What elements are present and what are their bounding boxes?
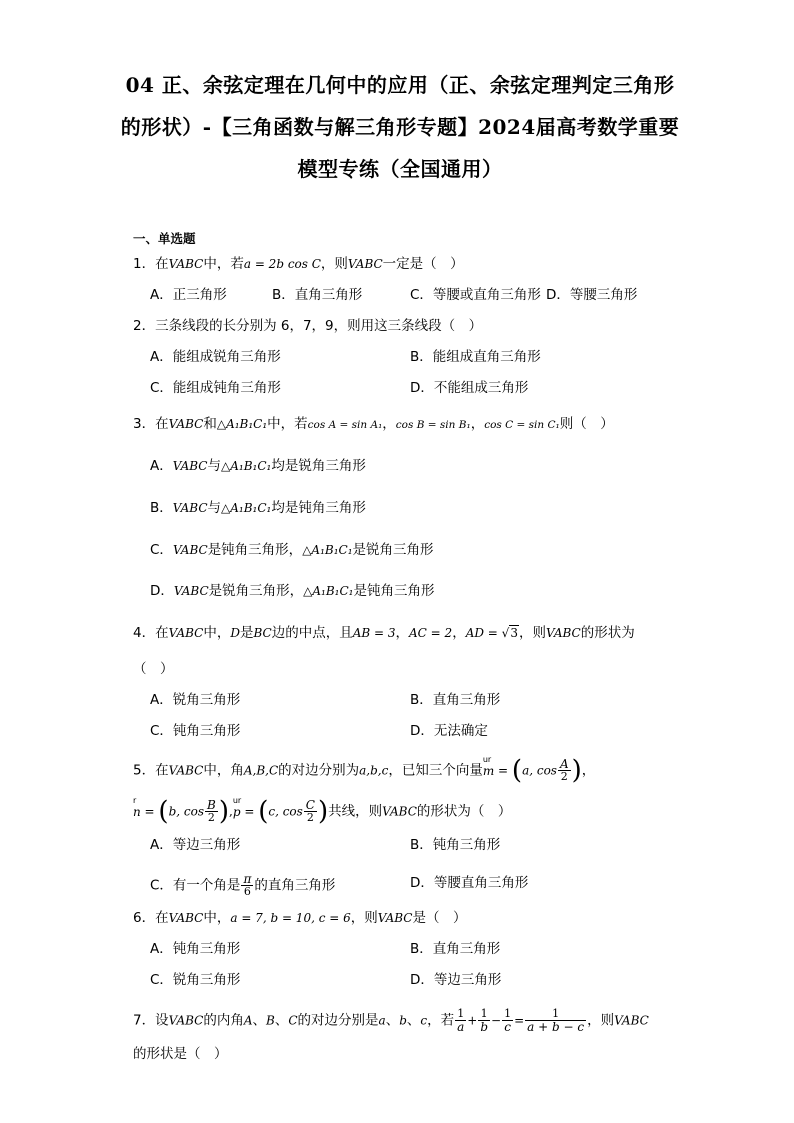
fraction-denominator: a (457, 1020, 465, 1034)
fraction-numerator: π (243, 872, 252, 886)
q1-option-b: B．直角三角形 (272, 287, 363, 303)
paren-close: ) (218, 796, 229, 827)
q3-option-c (150, 540, 434, 560)
fraction-numerator: 1 (504, 1007, 512, 1020)
q3-text: 中，若 (267, 416, 308, 432)
fraction-pi-over-6 (241, 873, 253, 898)
question-3 (133, 414, 614, 435)
fraction (205, 799, 218, 824)
q1-text: 中，若 (203, 256, 244, 272)
q1-triangle: VABC (347, 257, 383, 271)
section-heading: 一、单选题 (133, 231, 196, 246)
q7-angle: C (288, 1013, 298, 1028)
question-7 (133, 1008, 649, 1033)
paren-close: ) (571, 755, 582, 786)
vector-symbol: m (482, 763, 495, 778)
option-text: 的直角三角形 (254, 877, 336, 894)
q3-number: 3．在 (133, 416, 169, 432)
q7-side: b (399, 1013, 407, 1028)
q1-text: 一定是（ ） (382, 256, 464, 272)
q3-option-d (150, 581, 434, 601)
q3-text: 则（ ） (559, 416, 614, 432)
option-text: 均是锐角三角形 (271, 458, 366, 474)
q5-triangle: VABC (382, 804, 417, 819)
option-label: B． (150, 500, 173, 516)
question-1 (133, 254, 464, 274)
title-line-1: 04 正、余弦定理在几何中的应用（正、余弦定理判定三角形 (125, 73, 675, 97)
fraction-1-over-a (455, 1008, 466, 1033)
fraction-numerator: A (559, 757, 569, 771)
paren-open: ( (258, 796, 269, 827)
q4-segment: BC (253, 626, 272, 640)
vector-n-content: b, cos (168, 804, 204, 819)
q7-text: 的对边分别是 (297, 1012, 379, 1029)
vector-arrow: ur (232, 795, 242, 805)
title-line-2: 的形状）-【三角函数与解三角形专题】2024届高考数学重要 (120, 115, 680, 139)
question-5-line-2 (133, 795, 512, 827)
q7-sep: 、 (252, 1012, 267, 1029)
q3-sep: ， (470, 416, 485, 432)
q7-number: 7．设 (133, 1012, 169, 1029)
fraction (558, 758, 571, 783)
q5-option-a: A．等边三角形 (150, 837, 241, 853)
q6-option-d: D．等边三角形 (410, 972, 502, 988)
q4-text: 是 (239, 625, 254, 641)
q4-sep: ， (395, 625, 410, 641)
option-text: 是锐角三角形 (352, 542, 434, 558)
option-text: 是钝角三角形 (353, 583, 435, 599)
q4-text: 的形状为 (580, 625, 635, 641)
option-triangle-1: △A₁B₁C₁ (303, 584, 354, 598)
option-text: 与 (207, 458, 221, 474)
q2-option-b: B．能组成直角三角形 (410, 349, 541, 365)
q5-option-c (150, 873, 335, 898)
q6-text: 中， (203, 910, 231, 926)
q4-option-d: D．无法确定 (410, 723, 488, 739)
q6-option-c: C．锐角三角形 (150, 972, 241, 988)
q4-sep: ， (452, 625, 466, 641)
q4-triangle: VABC (545, 626, 581, 640)
q7-sep: 、 (274, 1012, 289, 1029)
fraction-numerator: 1 (478, 1008, 490, 1021)
q5-sep: ， (581, 762, 596, 779)
q5-text: ，已知三个向量 (388, 762, 483, 779)
fraction-numerator: C (305, 798, 315, 812)
question-2: 2．三条线段的长分别为 6，7，9，则用这三条线段（ ） (133, 318, 483, 334)
option-triangle-1: △A₁B₁C₁ (221, 501, 272, 515)
q7-text: ，若 (427, 1012, 455, 1029)
vector-symbol: p (232, 804, 241, 819)
q7-side: c (420, 1013, 428, 1028)
fraction-numerator: B (207, 798, 216, 812)
q3-triangle: VABC (168, 417, 204, 431)
equals-sign: = (140, 804, 159, 819)
q4-option-a: A．锐角三角形 (150, 692, 241, 708)
paren-open: ( (158, 796, 169, 827)
q5-text: 的对边分别为 (278, 762, 360, 779)
q1-number: 1．在 (133, 256, 169, 272)
q6-triangle: VABC (168, 911, 204, 925)
fraction-denominator: 2 (306, 811, 314, 824)
minus-sign: − (491, 1013, 502, 1028)
q4-formula-3: AD = (465, 626, 502, 640)
vector-arrow: r (133, 795, 137, 805)
q7-text: ，则 (587, 1012, 615, 1029)
q4-text: ，则 (518, 625, 546, 641)
option-text: 均是钝角三角形 (271, 500, 366, 516)
sqrt-symbol: √3 (501, 626, 518, 640)
q4-text: 边的中点，且 (271, 625, 353, 641)
sqrt-radicand: 3 (510, 626, 518, 640)
vector-n (133, 795, 141, 822)
equals-sign: = (494, 763, 512, 778)
comma: , (228, 804, 233, 819)
q5-text: 中，角 (203, 762, 244, 779)
q7-triangle: VABC (614, 1013, 649, 1028)
q7-side: a (378, 1013, 386, 1028)
q7-sep: 、 (406, 1012, 421, 1029)
vector-symbol: n (133, 804, 141, 819)
q1-option-d: D．等腰三角形 (546, 287, 638, 303)
document-title (120, 64, 680, 190)
q5-sides: a,b,c (359, 763, 389, 778)
q7-triangle: VABC (168, 1013, 204, 1028)
q5-number: 5．在 (133, 762, 169, 779)
q7-line-2: 的形状是（ ） (133, 1046, 228, 1062)
paren-open: ( (511, 755, 523, 786)
option-text: 是锐角三角形， (208, 583, 304, 599)
q3-text: 和 (203, 416, 217, 432)
q4-line-2: （ ） (133, 661, 174, 677)
option-triangle: VABC (172, 543, 208, 557)
fraction-denominator: 2 (207, 811, 215, 824)
equals-sign: = (240, 804, 259, 819)
fraction-1-over-c (502, 1008, 513, 1033)
q2-option-d: D．不能组成三角形 (410, 380, 529, 396)
q6-option-a: A．钝角三角形 (150, 941, 241, 957)
q1-formula: a = 2b cos C (243, 257, 321, 271)
q4-number: 4．在 (133, 625, 169, 641)
option-label: D． (150, 583, 174, 599)
q4-formula-2: AC = 2 (409, 626, 453, 640)
q3-option-b (150, 498, 366, 518)
option-triangle: VABC (172, 501, 208, 515)
q4-formula-1: AB = 3 (352, 626, 396, 640)
q3-formula-3: cos C = sin C₁ (484, 419, 560, 431)
q2-option-a: A．能组成锐角三角形 (150, 349, 281, 365)
q5-text: 共线，则 (328, 803, 383, 820)
option-triangle: VABC (172, 459, 208, 473)
q5-angles: A,B,C (243, 763, 279, 778)
q6-number: 6．在 (133, 910, 169, 926)
vector-m-content: a, cos (522, 763, 557, 778)
q6-text: ，则 (350, 910, 378, 926)
q1-triangle: VABC (168, 257, 204, 271)
q7-text: 的内角 (203, 1012, 244, 1029)
vector-m (482, 754, 495, 781)
fraction-1-over-sum (525, 1008, 586, 1033)
q6-triangle: VABC (377, 911, 413, 925)
q1-option-a: A．正三角形 (150, 287, 227, 303)
option-text: 与 (207, 500, 222, 516)
q5-text: 的形状为（ ） (416, 803, 512, 820)
q7-sep: 、 (385, 1012, 400, 1029)
vector-arrow: ur (482, 754, 492, 764)
q3-option-a (150, 456, 366, 476)
option-text: C．有一个角是 (150, 877, 241, 894)
option-triangle: VABC (173, 584, 209, 598)
q4-point: D (230, 626, 240, 640)
q3-formula-1: cos A = sin A₁ (307, 419, 383, 431)
fraction-numerator: 1 (455, 1008, 466, 1021)
equals-sign: = (514, 1013, 525, 1028)
plus-sign: + (467, 1013, 478, 1028)
vector-p-content: c, cos (268, 804, 303, 819)
q4-triangle: VABC (168, 626, 204, 640)
q4-option-b: B．直角三角形 (410, 692, 501, 708)
fraction-1-over-b (478, 1008, 490, 1033)
q5-option-b: B．钝角三角形 (410, 837, 501, 853)
q7-angle: B (266, 1013, 275, 1028)
q3-formula-2: cos B = sin B₁ (395, 419, 471, 431)
question-5 (133, 754, 596, 786)
fraction-numerator: 1 (525, 1008, 586, 1021)
option-label: C． (150, 542, 173, 558)
q5-triangle: VABC (168, 763, 204, 778)
q3-triangle-1: △A₁B₁C₁ (216, 417, 268, 431)
q1-text: ，则 (320, 256, 348, 272)
q4-option-c: C．钝角三角形 (150, 723, 241, 739)
fraction (304, 799, 317, 824)
q3-sep: ， (382, 416, 396, 432)
option-text: 是钝角三角形， (207, 542, 303, 558)
q5-option-d: D．等腰直角三角形 (410, 875, 529, 891)
q1-option-c: C．等腰或直角三角形 (410, 287, 541, 303)
vector-p (232, 795, 242, 822)
fraction-denominator: c (504, 1020, 511, 1034)
fraction-denominator: 6 (243, 885, 251, 898)
option-label: A． (150, 458, 173, 474)
q6-option-b: B．直角三角形 (410, 941, 501, 957)
q6-text: 是（ ） (412, 910, 467, 926)
fraction-denominator: 2 (560, 770, 568, 783)
q7-angle: A (243, 1013, 253, 1028)
option-triangle-1: △A₁B₁C₁ (221, 459, 272, 473)
q2-option-c: C．能组成钝角三角形 (150, 380, 281, 396)
fraction-denominator: b (480, 1020, 489, 1034)
fraction-denominator: a + b − c (527, 1020, 585, 1034)
option-triangle-1: △A₁B₁C₁ (302, 543, 353, 557)
question-4 (133, 623, 635, 643)
paren-close: ) (317, 796, 329, 827)
q6-formula: a = 7, b = 10, c = 6 (230, 911, 351, 925)
q4-text: 中， (203, 625, 231, 641)
question-6 (133, 908, 467, 928)
title-line-3: 模型专练（全国通用） (297, 157, 503, 181)
